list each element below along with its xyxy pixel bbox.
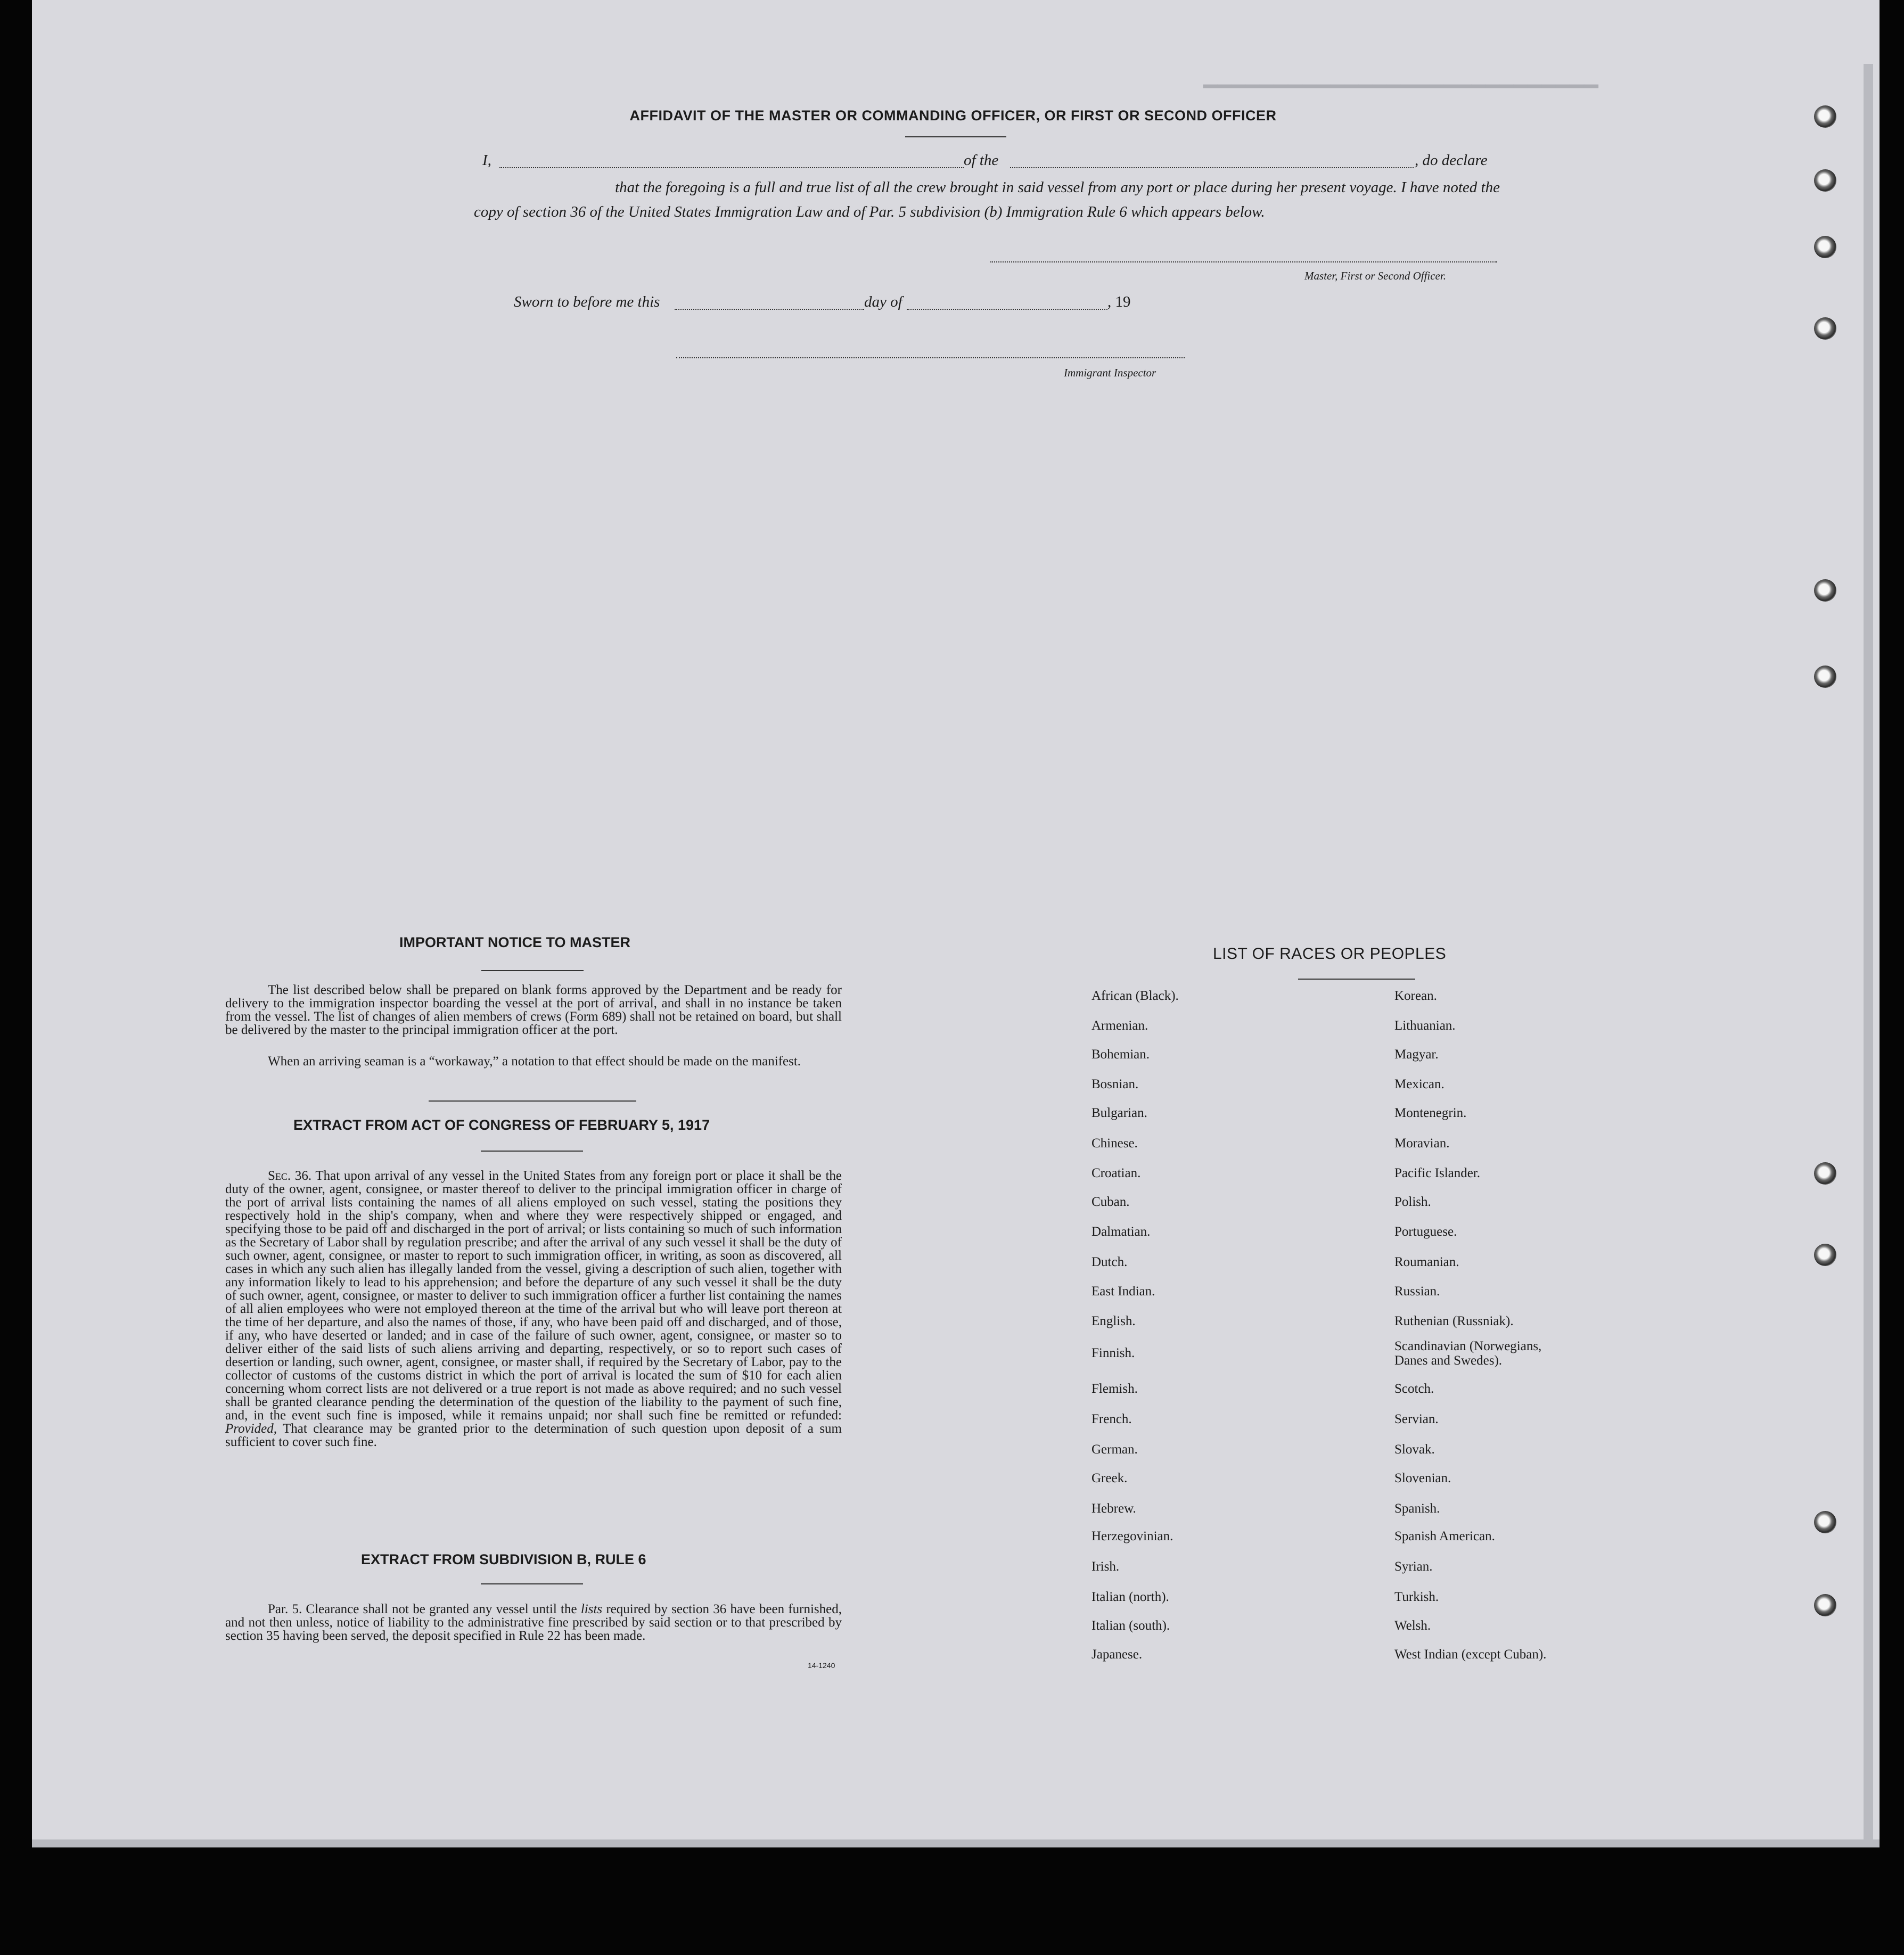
race-item: Finnish.	[1091, 1346, 1135, 1360]
race-item: African (Black).	[1091, 989, 1179, 1003]
race-item: Slovak.	[1394, 1442, 1435, 1457]
document-page	[32, 0, 1880, 1847]
race-item: Welsh.	[1394, 1619, 1431, 1633]
races-divider	[1298, 979, 1415, 980]
races-title: LIST OF RACES OR PEOPLES	[1213, 945, 1447, 963]
punch-hole	[1814, 317, 1836, 340]
race-item: Korean.	[1394, 989, 1437, 1003]
page-edge-bottom	[32, 1839, 1880, 1847]
race-item: English.	[1091, 1314, 1136, 1328]
page-edge-right	[1864, 64, 1873, 1842]
punch-hole	[1814, 666, 1836, 688]
punch-hole	[1814, 1162, 1836, 1185]
sworn-year-label: , 19	[1107, 293, 1131, 310]
notice-title: IMPORTANT NOTICE TO MASTER	[399, 934, 630, 950]
race-item: German.	[1091, 1442, 1138, 1457]
race-item: Greek.	[1091, 1471, 1128, 1485]
affidavit-of-the-label: of the	[964, 152, 999, 169]
punch-hole	[1814, 1244, 1836, 1266]
par-5-lists: lists	[580, 1602, 603, 1616]
race-item: Moravian.	[1394, 1136, 1450, 1151]
race-item: Scandinavian (Norwegians, Danes and Swedes).	[1394, 1339, 1542, 1368]
sec-36-label: Sec. 36.	[268, 1169, 312, 1183]
race-item: Syrian.	[1394, 1559, 1433, 1574]
affidavit-title: AFFIDAVIT OF THE MASTER OR COMMANDING OFFICER, OR FIRST OR SECOND OFFICER	[629, 108, 1277, 124]
race-item: Bulgarian.	[1091, 1106, 1147, 1120]
punch-hole	[1814, 169, 1836, 192]
race-item: Servian.	[1394, 1412, 1439, 1426]
notice-paragraph: When an arriving seaman is a “workaway,” a notation to that effect should be made on the manifest.	[268, 1054, 801, 1069]
race-item: Mexican.	[1394, 1077, 1445, 1091]
inspector-signature-caption: Immigrant Inspector	[1064, 366, 1156, 379]
race-item: Bosnian.	[1091, 1077, 1139, 1091]
notice-paragraph: The list described below shall be prepared on blank forms approved by the Department and be ready for delivery to the immigration inspector boarding the vessel at the port of arrival, and shall in no instance be taken from the vessel. The list of changes of alien members of crews (Form 689) shall not be retained on board, but shall be delivered by the master to the principal immigration officer at the port.	[225, 983, 842, 1037]
extract-rule-divider	[481, 1583, 583, 1584]
race-item: Spanish American.	[1394, 1529, 1495, 1543]
notice-divider	[481, 970, 584, 971]
race-item: Magyar.	[1394, 1047, 1439, 1062]
race-item: Pacific Islander.	[1394, 1166, 1481, 1180]
form-number: 14-1240	[808, 1661, 835, 1670]
race-item: Cuban.	[1091, 1195, 1130, 1209]
race-item: East Indian.	[1091, 1284, 1155, 1299]
race-item: Italian (south).	[1091, 1619, 1170, 1633]
bleed-through-header: ▔▔▔▔▔▔▔▔▔▔▔▔▔▔▔▔▔▔▔▔▔▔▔▔▔▔▔▔	[1203, 87, 1598, 114]
race-item: Spanish.	[1394, 1501, 1440, 1516]
par-5-rest: required by section 36 have been furnished, and not then unless, notice of liability to the administrative fine prescribed by said section or to that prescribed by section 35 having been served, the deposit specified in Rule 22 has been made.	[225, 1602, 842, 1643]
race-item: Dalmatian.	[1091, 1225, 1151, 1239]
race-item: Lithuanian.	[1394, 1018, 1456, 1033]
race-item: Chinese.	[1091, 1136, 1138, 1151]
extract-rule-title: EXTRACT FROM SUBDIVISION B, RULE 6	[361, 1551, 646, 1567]
par-5-text	[225, 1603, 842, 1642]
race-item: Croatian.	[1091, 1166, 1141, 1180]
par-5-start: Par. 5. Clearance shall not be granted any vessel until the	[268, 1602, 577, 1616]
race-item: Montenegrin.	[1394, 1106, 1467, 1120]
race-item: Italian (north).	[1091, 1590, 1169, 1604]
race-item: Roumanian.	[1394, 1255, 1459, 1269]
affidavit-statement-line: that the foregoing is a full and true list of all the crew brought in said vessel from any port or place during her present voyage. I have noted the	[615, 179, 1500, 196]
inspector-signature-line[interactable]	[676, 357, 1185, 358]
punch-hole	[1814, 236, 1836, 258]
punch-hole	[1814, 579, 1836, 602]
race-item: Turkish.	[1394, 1590, 1439, 1604]
master-signature-caption: Master, First or Second Officer.	[1304, 269, 1446, 282]
race-item: Hebrew.	[1091, 1501, 1136, 1516]
sworn-month-field[interactable]	[907, 309, 1107, 310]
race-item: Japanese.	[1091, 1647, 1143, 1662]
race-item: Slovenian.	[1394, 1471, 1451, 1485]
vessel-name-field[interactable]	[1010, 167, 1414, 168]
affidavit-declare-label: , do declare	[1415, 152, 1488, 169]
sworn-label: Sworn to before me this	[514, 293, 660, 310]
race-item: Russian.	[1394, 1284, 1440, 1299]
affidavit-declarant-label: I,	[482, 152, 491, 169]
declarant-name-field[interactable]	[499, 167, 964, 168]
title-divider	[905, 136, 1006, 137]
sworn-day-field[interactable]	[675, 309, 864, 310]
race-item: Armenian.	[1091, 1018, 1148, 1033]
race-item: Irish.	[1091, 1559, 1120, 1574]
affidavit-statement-line: copy of section 36 of the United States Immigration Law and of Par. 5 subdivision (b) Immigration Rule 6 which appears below.	[474, 203, 1265, 220]
proviso-label: Provided,	[225, 1422, 277, 1436]
race-item: Bohemian.	[1091, 1047, 1150, 1062]
race-item: Polish.	[1394, 1195, 1431, 1209]
race-item: Dutch.	[1091, 1255, 1128, 1269]
punch-hole	[1814, 105, 1836, 128]
sec-36-body-end: That clearance may be granted prior to the determination of such question upon deposit of a sum sufficient to cover such fine.	[225, 1422, 842, 1449]
race-item: Ruthenian (Russniak).	[1394, 1314, 1514, 1328]
extract-act-divider	[481, 1151, 583, 1152]
race-item: West Indian (except Cuban).	[1394, 1647, 1547, 1662]
race-item: Flemish.	[1091, 1382, 1138, 1396]
race-item: French.	[1091, 1412, 1132, 1426]
extract-act-title: EXTRACT FROM ACT OF CONGRESS OF FEBRUARY 5, 1917	[293, 1117, 710, 1133]
race-item: Scotch.	[1394, 1382, 1434, 1396]
sec-36-body: That upon arrival of any vessel in the United States from any foreign port or place it shall be the duty of the owner, agent, consignee, or master thereof to deliver to the principal immigration officer in charge of the port of arrival lists containing the names of all aliens employed on such vessel, stating the positions they respectively hold in the ship's company, when and where they were respectively shipped or engaged, and specifying those to be paid off and discharged in the port of arrival; or lists containing so much of such information as the Secretary of Labor shall by regulation prescribe; and after the arrival of any such vessel it shall be the duty of such owner, agent, consignee, or master to report to such immigration officer, in writing, as soon as discovered, all cases in which any such alien has illegally landed from the vessel, giving a description of such alien, together with any information likely to lead to his apprehension; and before the departure of any such vessel it shall be the duty of such owner, agent, consignee, or master to deliver to such immigration officer a further list containing the names of all alien employees who were not employed thereon at the time of the arrival but who will leave port thereon at the time of her departure, and also the names of those, if any, who have been paid off and discharged, and of those, if any, who have deserted or landed; and in case of the failure of such owner, agent, consignee, or master so to deliver either of the said lists of such aliens arriving and departing, respectively, or so to report such cases of desertion or landing, such owner, agent, consignee, or master shall, if required by the Secretary of Labor, pay to the collector of customs of the customs district in which the port of arrival is located the sum of $10 for each alien concerning whom correct lists are not delivered or a true report is not made as above required; and no such vessel shall be granted clearance pending the determination of the question of the liability to the payment of such fine, and, in the event such fine is imposed, while it remains unpaid; nor shall such fine be remitted or refunded:	[225, 1169, 842, 1423]
section-separator	[429, 1100, 636, 1102]
race-item: Portuguese.	[1394, 1225, 1457, 1239]
sworn-day-label: day of	[864, 293, 902, 310]
sec-36-text	[225, 1169, 842, 1449]
master-signature-line[interactable]	[990, 261, 1497, 262]
punch-hole	[1814, 1511, 1836, 1533]
race-item: Herzegovinian.	[1091, 1529, 1173, 1543]
punch-hole	[1814, 1594, 1836, 1616]
